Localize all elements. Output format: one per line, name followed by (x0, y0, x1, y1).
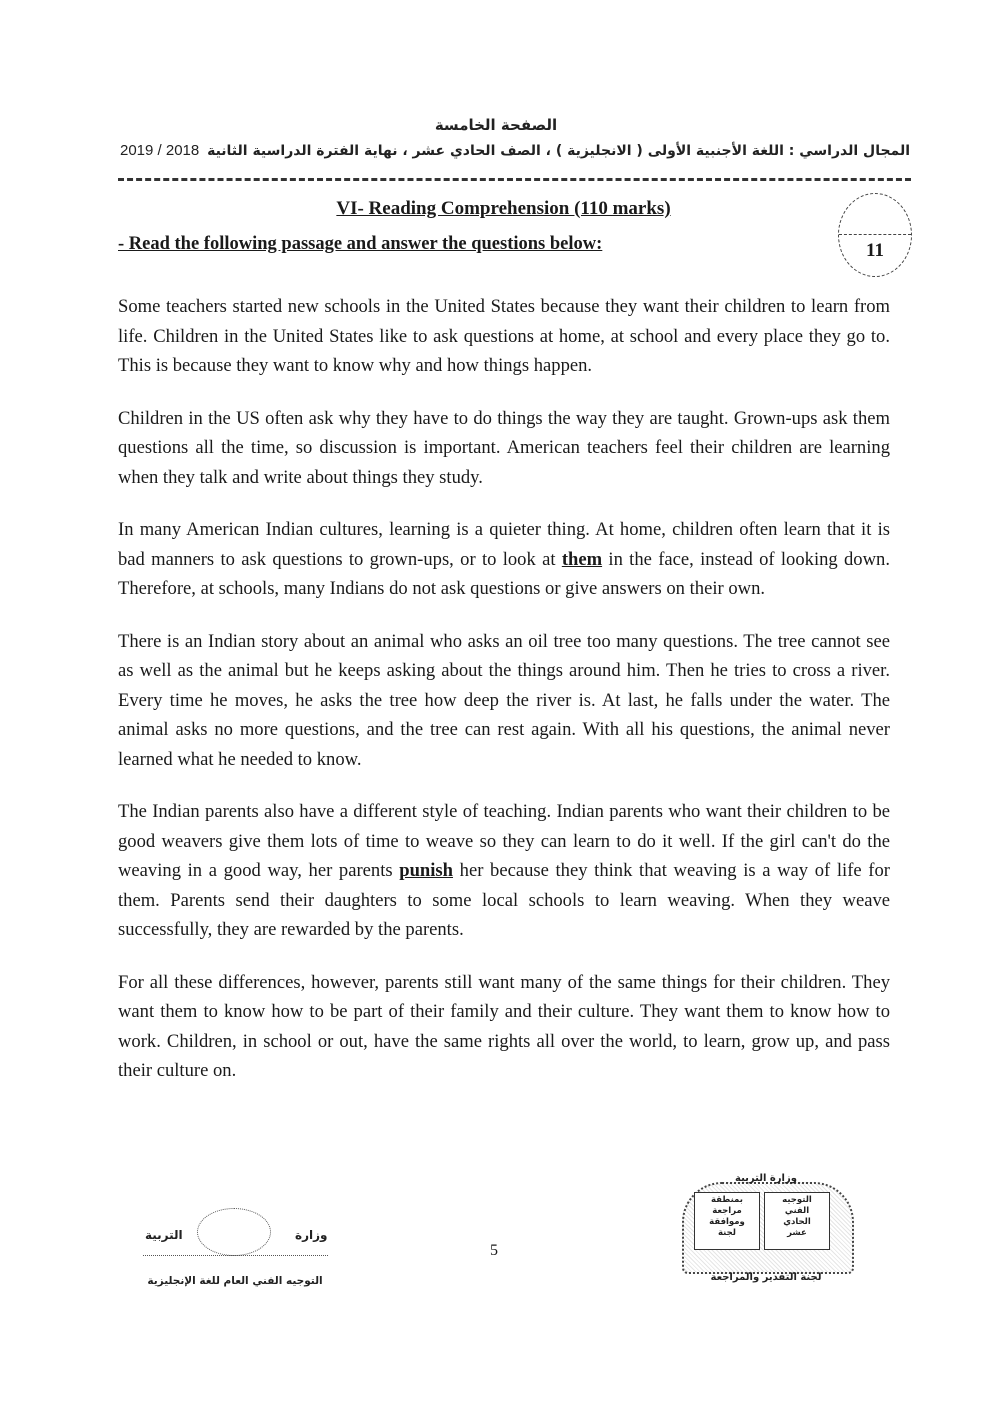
subject-line: المجال الدراسي : اللغة الأجنبية الأولى ( الانجليزية ) ، الصف الحادي عشر ، نهاية الفترة الدراسية الثانية (207, 143, 910, 159)
mark-box (838, 193, 912, 277)
stamp-caption: لجنة التقدير والمراجعة (710, 1272, 822, 1283)
page-number: 5 (490, 1242, 498, 1259)
emblem-icon (197, 1208, 271, 1256)
stamp-line: مراجعة (712, 1206, 742, 1216)
stamp-line: التوجيه (782, 1195, 812, 1205)
highlighted-word-them: them (561, 548, 603, 570)
ministry-logo (135, 1200, 335, 1295)
paragraph-3-before: In many American Indian cultures, learning is a quieter thing. At home, children often learn that it is bad manners to ask questions to grown-ups, or to look at (118, 519, 890, 570)
stamp-page-left (694, 1192, 760, 1250)
paragraph-2: Children in the US often ask why they have to do things the way they are taught. Grown-ups ask them questions all the time, so discussion is important. American teachers feel their children are learning when they talk and write about things they study. (118, 407, 890, 488)
stamp-line: وموافقة (709, 1217, 745, 1227)
subject-header (120, 142, 910, 159)
reading-passage (118, 292, 890, 1086)
paragraph-4: There is an Indian story about an animal who asks an oil tree too many questions. The tree cannot see as well as the animal but he keeps asking about the things around him. Then he tries to cross a river. Every time he moves, he asks the tree how deep the river is. At last, he falls under the water. The animal asks no more questions, and the tree can rest again. With all his questions, the animal never learned what he needed to know. (118, 630, 890, 770)
mark-divider (839, 234, 911, 235)
mark-value: 11 (866, 240, 884, 261)
stamp-title: وزارة التربية (735, 1173, 797, 1184)
header-divider (118, 178, 911, 181)
emblem-base-line (143, 1255, 328, 1256)
ministry-word: وزارة (295, 1228, 328, 1242)
page-label: الصفحة الخامسة (434, 116, 558, 134)
section-title: VI- Reading Comprehension (110 marks) (336, 198, 671, 219)
stamp-page-right (764, 1192, 830, 1250)
ministry-caption: التوجيه الفني العام للغة الإنجليزية (147, 1275, 323, 1287)
paragraph-3 (118, 515, 890, 604)
instruction: - Read the following passage and answer the questions below: (118, 234, 603, 254)
review-stamp (672, 1170, 860, 1283)
stamp-line: الفني (784, 1206, 810, 1216)
paragraph-5-before: The Indian parents also have a different style of teaching. Indian parents who want their children to be good weavers give them lots of time to weave so they can learn to do it well. If the girl can't do the weaving in a good way, her parents (118, 801, 890, 881)
paragraph-3-after: in the face, instead of looking down. Therefore, at schools, many Indians do not ask questions or give answers on their own. (118, 548, 890, 599)
stamp-line: الحادي (783, 1217, 811, 1227)
academic-year: 2019 / 2018 (120, 142, 200, 159)
stamp-line: بمنطقة (711, 1195, 743, 1205)
education-word: التربية (145, 1228, 183, 1242)
paragraph-1: Some teachers started new schools in the United States because they want their children to learn from life. Children in the United States like to ask questions at home, at school and every place they go to. This is because they want to know why and how things happen. (118, 296, 890, 376)
stamp-line: لجنة (718, 1228, 736, 1238)
highlighted-word-punish: punish (399, 860, 454, 881)
stamp-line: عشر (787, 1228, 807, 1238)
paragraph-5 (118, 797, 890, 945)
paragraph-5-after: her because they think that weaving is a way of life for them. Parents send their daughters to some local schools to learn weaving. When they weave successfully, they are rewarded by the parents. (118, 860, 890, 940)
paragraph-6: For all these differences, however, parents still want many of the same things for their children. They want them to know how to be part of their family and their culture. They want them to know how to work. Children, in school or out, have the same rights all over the world, to learn, grow up, and pass their culture on. (118, 971, 890, 1081)
